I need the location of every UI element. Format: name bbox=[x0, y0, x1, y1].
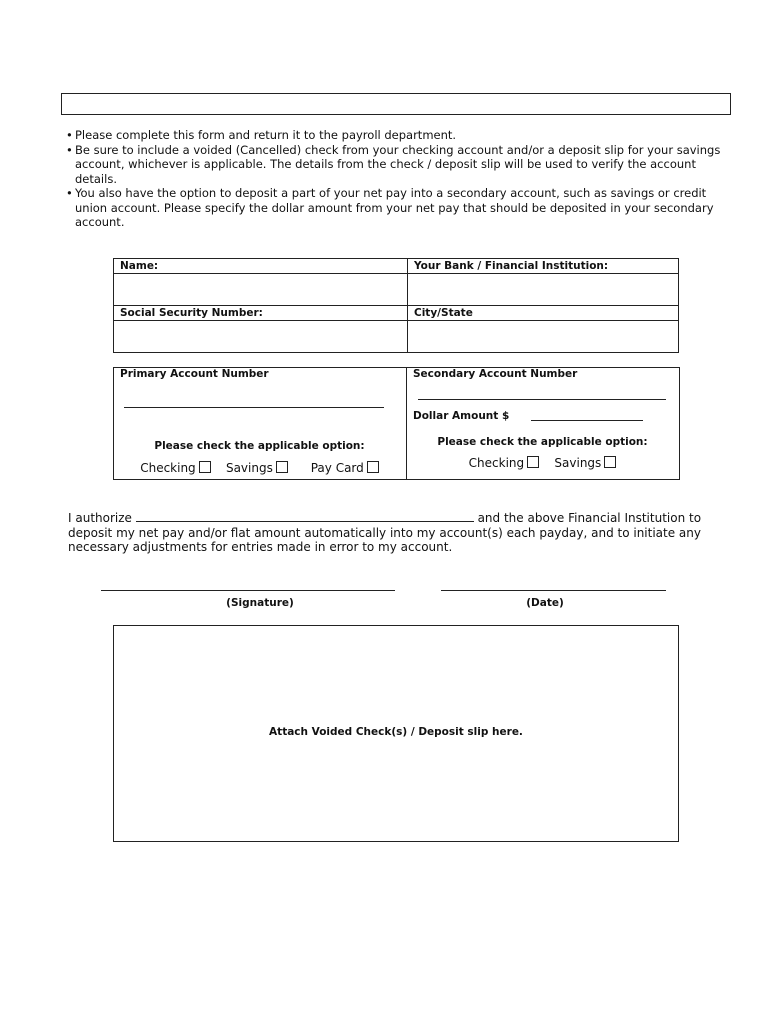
name-label: Name: bbox=[114, 259, 408, 274]
attach-instruction: Attach Voided Check(s) / Deposit slip here. bbox=[269, 726, 523, 738]
personal-info-table bbox=[113, 258, 679, 353]
instruction-item: • You also have the option to deposit a part of your net pay into a secondary account, such as savings or credit union account. Please specify the dollar amount from your net pay that should be deposited in your secondary account. bbox=[64, 186, 724, 230]
city-state-label: City/State bbox=[408, 306, 679, 321]
checkbox-icon[interactable] bbox=[276, 461, 288, 473]
city-state-field[interactable] bbox=[408, 321, 679, 353]
primary-account-number-field[interactable] bbox=[124, 407, 384, 408]
secondary-account-label: Secondary Account Number bbox=[413, 368, 578, 380]
instructions-list bbox=[64, 128, 724, 230]
ssn-field[interactable] bbox=[114, 321, 408, 353]
primary-savings-option[interactable] bbox=[226, 461, 288, 475]
bank-label: Your Bank / Financial Institution: bbox=[408, 259, 679, 274]
primary-checking-option[interactable] bbox=[140, 461, 210, 475]
checking-label: Checking bbox=[140, 461, 196, 475]
authorization-paragraph bbox=[68, 510, 708, 555]
instruction-item: • Be sure to include a voided (Cancelled) check from your checking account and/or a deposit slip for your savings account, whichever is applicable. The details from the check / deposit slip will be used to verify the account details. bbox=[64, 143, 724, 187]
primary-paycard-option[interactable] bbox=[311, 461, 379, 475]
signature-label: (Signature) bbox=[226, 597, 294, 609]
pay-card-label: Pay Card bbox=[310, 461, 364, 475]
checkbox-icon[interactable] bbox=[199, 461, 211, 473]
secondary-option-prompt: Please check the applicable option: bbox=[437, 436, 648, 448]
authorize-prefix: I authorize bbox=[68, 511, 132, 525]
primary-options bbox=[113, 461, 406, 475]
secondary-account-number-field[interactable] bbox=[418, 399, 666, 400]
savings-label: Savings bbox=[225, 461, 273, 475]
secondary-checking-option[interactable] bbox=[469, 456, 539, 470]
dollar-amount-field[interactable] bbox=[531, 420, 643, 421]
checkbox-icon[interactable] bbox=[367, 461, 379, 473]
date-field[interactable] bbox=[441, 590, 666, 591]
employer-name-field[interactable] bbox=[136, 510, 474, 522]
signature-field[interactable] bbox=[101, 590, 395, 591]
checking-label: Checking bbox=[468, 456, 525, 470]
checkbox-icon[interactable] bbox=[527, 456, 539, 468]
authorize-suffix: and the above Financial Institution to deposit my net pay and/or flat amount automatically into my account(s) each payday, and to initiate any necessary adjustments for entries made in error to my account. bbox=[68, 511, 702, 554]
date-label: (Date) bbox=[526, 597, 564, 609]
dollar-amount-label: Dollar Amount $ bbox=[413, 410, 510, 422]
instruction-item: • Please complete this form and return it to the payroll department. bbox=[64, 128, 724, 143]
savings-label: Savings bbox=[554, 456, 602, 470]
form-title-box bbox=[61, 93, 731, 115]
primary-account-label: Primary Account Number bbox=[120, 368, 269, 380]
secondary-savings-option[interactable] bbox=[554, 456, 616, 470]
bank-field[interactable] bbox=[408, 274, 679, 306]
secondary-options bbox=[407, 456, 678, 470]
checkbox-icon[interactable] bbox=[604, 456, 616, 468]
ssn-label: Social Security Number: bbox=[114, 306, 408, 321]
name-field[interactable] bbox=[114, 274, 408, 306]
primary-option-prompt: Please check the applicable option: bbox=[154, 440, 365, 452]
